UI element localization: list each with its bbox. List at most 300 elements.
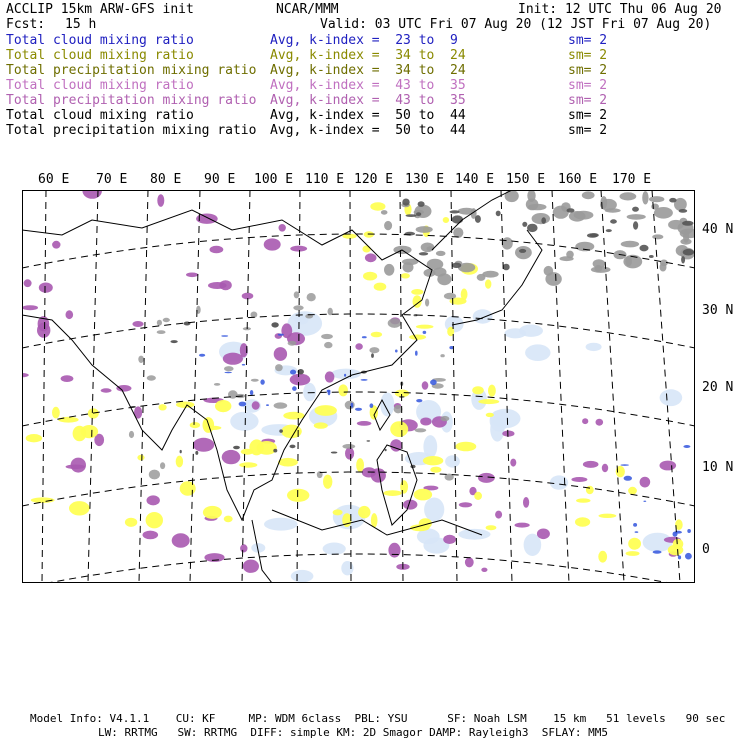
cloud-blob [642, 191, 648, 204]
cloud-blob [475, 215, 481, 223]
cloud-blob [358, 506, 370, 518]
cloud-blob [443, 217, 449, 223]
cloud-blob [595, 265, 603, 272]
latitude-label: 10 N [702, 460, 734, 475]
cloud-blob [239, 402, 247, 407]
cloud-blob [640, 245, 649, 252]
cloud-blob [481, 568, 487, 572]
cloud-blob [450, 210, 460, 213]
cloud-blob [400, 480, 408, 493]
cloud-blob [224, 366, 234, 371]
cloud-blob [660, 389, 683, 406]
cloud-blob [620, 464, 629, 466]
model-info-line1: Model Info: V4.1.1 CU: KF MP: WDM 6class PBL: YSU SF: Noah LSM 15 km 51 levels 90 sec [30, 712, 726, 725]
cloud-blob [456, 442, 477, 452]
cloud-blob [416, 325, 434, 329]
cloud-blob [403, 262, 414, 272]
cloud-blob [333, 509, 343, 515]
cloud-blob [384, 264, 394, 276]
cloud-blob [24, 279, 32, 287]
cloud-blob [224, 372, 232, 373]
cloud-blob [660, 461, 677, 471]
cloud-blob [523, 497, 529, 508]
cloud-blob [628, 487, 637, 495]
cloud-blob [459, 502, 472, 507]
cloud-blob [610, 219, 617, 223]
cloud-blob [39, 283, 53, 293]
cloud-blob [260, 379, 264, 384]
legend-field: Total cloud mixing ratio [6, 33, 194, 48]
cloud-blob [567, 208, 575, 212]
cloud-blob [58, 417, 78, 423]
cloud-blob [362, 246, 370, 253]
cloud-blob [416, 399, 422, 402]
cloud-blob [599, 514, 617, 518]
longitude-label: 120 E [354, 172, 394, 187]
cloud-blob [668, 220, 684, 230]
legend-smoothing: sm= 2 [568, 93, 608, 108]
cloud-blob [242, 364, 245, 366]
cloud-blob [682, 221, 693, 226]
cloud-blob [414, 489, 432, 501]
cloud-blob [361, 379, 368, 381]
cloud-blob [370, 403, 374, 408]
cloud-blob [495, 511, 502, 519]
cloud-blob [526, 199, 539, 211]
cloud-blob [129, 431, 134, 438]
latitude-label: 30 N [702, 303, 734, 318]
cloud-blob [583, 461, 599, 468]
legend-smoothing: sm= 2 [568, 123, 608, 138]
cloud-blob [668, 545, 684, 556]
cloud-blob [669, 198, 676, 203]
cloud-blob [341, 561, 353, 575]
cloud-blob [264, 518, 298, 531]
legend-smoothing: sm= 2 [568, 108, 608, 123]
cloud-blob [307, 293, 316, 301]
cloud-blob [224, 516, 233, 523]
cloud-blob [598, 551, 607, 563]
cloud-blob [71, 458, 86, 473]
model-info-line2: LW: RRTMG SW: RRTMG DIFF: simple KM: 2D Smagor DAMP: Rayleigh3 SFLAY: MM5 [98, 726, 608, 739]
longitude-label: 140 E [455, 172, 495, 187]
cloud-blob [61, 375, 74, 382]
cloud-blob [180, 481, 196, 495]
cloud-blob [147, 375, 156, 380]
cloud-blob [574, 211, 594, 220]
cloud-blob [221, 335, 228, 337]
cloud-blob [415, 428, 427, 432]
cloud-blob [571, 477, 587, 482]
forecast-map [22, 190, 695, 583]
cloud-blob [425, 299, 429, 307]
latitude-label: 20 N [702, 380, 734, 395]
cloud-blob [395, 350, 398, 353]
cloud-blob [486, 413, 494, 417]
cloud-blob [478, 473, 495, 483]
cloud-blob [474, 492, 482, 500]
cloud-blob [338, 384, 348, 396]
cloud-blob [420, 418, 431, 426]
cloud-blob [370, 202, 385, 210]
cloud-blob [292, 386, 297, 391]
cloud-blob [325, 371, 335, 382]
cloud-blob [505, 190, 519, 202]
cloud-blob [294, 291, 300, 298]
cloud-blob [281, 323, 292, 338]
cloud-blob [215, 400, 231, 412]
cloud-blob [625, 256, 632, 266]
cloud-blob [519, 249, 526, 253]
cloud-blob [687, 529, 691, 533]
cloud-blob [160, 462, 165, 469]
legend-smoothing: sm= 2 [568, 33, 608, 48]
cloud-blob [367, 440, 371, 441]
cloud-blob [380, 393, 394, 417]
cloud-blob [81, 425, 99, 438]
cloud-blob [323, 543, 346, 555]
cloud-blob [680, 239, 691, 245]
cloud-blob [424, 498, 444, 522]
cloud-blob [458, 529, 490, 540]
cloud-blob [233, 446, 240, 449]
cloud-blob [203, 506, 222, 519]
cloud-blob [490, 417, 504, 442]
cloud-blob [291, 570, 314, 582]
cloud-blob [510, 459, 516, 467]
cloud-blob [473, 309, 493, 323]
cloud-blob [22, 305, 38, 310]
cloud-blob [374, 283, 387, 291]
cloud-blob [345, 447, 354, 459]
cloud-blob [423, 456, 443, 465]
longitude-label: 130 E [405, 172, 445, 187]
cloud-blob [101, 388, 112, 392]
cloud-blob [186, 273, 198, 278]
cloud-blob [620, 192, 637, 200]
cloud-blob [443, 535, 456, 544]
cloud-blob [436, 251, 446, 256]
cloud-blob [193, 438, 214, 452]
cloud-blob [365, 253, 377, 262]
cloud-blob [402, 199, 409, 206]
cloud-blob [66, 310, 74, 319]
cloud-blob [116, 385, 131, 392]
cloud-blob [406, 214, 417, 217]
cloud-blob [323, 475, 332, 489]
legend-field: Total precipitation mixing ratio [6, 63, 257, 78]
cloud-blob [515, 523, 530, 528]
legend-smoothing: sm= 2 [568, 63, 608, 78]
cloud-blob [279, 429, 283, 432]
cloud-blob [290, 374, 311, 386]
cloud-blob [157, 320, 162, 326]
cloud-blob [566, 251, 574, 259]
cloud-blob [452, 263, 462, 268]
cloud-blob [252, 401, 260, 410]
longitude-label: 110 E [305, 172, 345, 187]
cloud-blob [149, 470, 160, 480]
cloud-blob [525, 344, 550, 361]
cloud-blob [465, 557, 474, 567]
cloud-blob [230, 412, 258, 431]
cloud-blob [137, 455, 144, 461]
cloud-blob [502, 237, 513, 249]
cloud-blob [147, 495, 160, 505]
cloud-blob [488, 385, 496, 397]
cloud-blob [274, 402, 288, 408]
cloud-blob [624, 476, 632, 481]
cloud-blob [388, 543, 400, 558]
cloud-blob [401, 273, 410, 278]
cloud-blob [685, 553, 692, 560]
longitude-label: 90 E [204, 172, 236, 187]
cloud-blob [430, 467, 441, 473]
cloud-blob [371, 353, 374, 358]
cloud-blob [371, 332, 382, 338]
cloud-blob [195, 451, 198, 455]
cloud-blob [180, 450, 182, 453]
cloud-blob [363, 272, 377, 281]
cloud-blob [502, 431, 514, 437]
cloud-blob [452, 215, 463, 223]
forecast-label: Fcst: [6, 17, 46, 32]
organization-label: NCAR/MMM [276, 2, 339, 17]
map-title: ACCLIP 15km ARW-GFS init [6, 2, 194, 17]
cloud-blob [409, 335, 426, 340]
cloud-blob [411, 289, 423, 295]
cloud-blob [176, 402, 194, 408]
cloud-blob [541, 217, 546, 224]
cloud-blob [653, 550, 662, 553]
cloud-blob [239, 462, 257, 467]
cloud-blob [582, 191, 595, 199]
longitude-label: 100 E [254, 172, 294, 187]
legend-stat: Avg, k-index = 50 to 44 [270, 108, 466, 123]
valid-time: Valid: 03 UTC Fri 07 Aug 20 (12 JST Fri 07 Aug 20) [320, 17, 712, 32]
cloud-blob [423, 331, 427, 334]
cloud-blob [157, 194, 164, 207]
cloud-blob [266, 404, 269, 406]
cloud-blob [143, 531, 159, 540]
cloud-blob [199, 354, 205, 357]
cloud-blob [315, 405, 337, 416]
cloud-blob [222, 450, 241, 464]
cloud-blob [596, 419, 604, 426]
cloud-blob [210, 246, 224, 254]
cloud-blob [586, 343, 602, 351]
legend-field: Total cloud mixing ratio [6, 78, 194, 93]
legend-stat: Avg, k-index = 43 to 35 [270, 78, 466, 93]
cloud-blob [274, 347, 287, 361]
cloud-blob [649, 255, 654, 258]
cloud-blob [281, 425, 302, 439]
cloud-blob [418, 201, 425, 207]
legend-field: Total precipitation mixing ratio [6, 93, 257, 108]
legend-field: Total precipitation mixing ratio [6, 123, 257, 138]
cloud-blob [606, 229, 612, 232]
legend-field: Total cloud mixing ratio [6, 48, 194, 63]
cloud-blob [440, 354, 444, 357]
legend-stat: Avg, k-index = 50 to 44 [270, 123, 466, 138]
cloud-blob [249, 439, 263, 455]
cloud-blob [190, 422, 200, 428]
cloud-blob [290, 445, 296, 449]
cloud-blob [132, 321, 143, 327]
cloud-blob [290, 370, 296, 375]
cloud-blob [278, 458, 298, 467]
cloud-blob [251, 379, 259, 382]
cloud-blob [633, 523, 637, 527]
cloud-blob [424, 269, 436, 277]
cloud-blob [679, 209, 688, 213]
cloud-blob [441, 416, 450, 421]
cloud-blob [214, 383, 220, 386]
cloud-blob [675, 531, 682, 534]
cloud-blob [505, 328, 527, 338]
cloud-blob [444, 293, 456, 300]
cloud-blob [369, 347, 379, 353]
cloud-blob [327, 390, 331, 393]
cloud-blob [390, 421, 408, 437]
cloud-blob [383, 490, 401, 496]
longitude-label: 170 E [612, 172, 652, 187]
latitude-label: 40 N [702, 222, 734, 237]
cloud-blob [362, 336, 367, 338]
cloud-blob [627, 214, 646, 220]
cloud-blob [355, 343, 362, 350]
cloud-blob [171, 340, 178, 343]
cloud-blob [422, 381, 429, 390]
legend-stat: Avg, k-index = 43 to 35 [270, 93, 466, 108]
legend-stat: Avg, k-index = 34 to 24 [270, 63, 466, 78]
cloud-blob [342, 444, 355, 449]
cloud-blob [356, 458, 364, 472]
cloud-blob [264, 238, 281, 250]
cloud-blob [643, 501, 646, 502]
cloud-blob [283, 412, 304, 420]
cloud-blob [381, 210, 388, 215]
cloud-blob [485, 279, 491, 288]
longitude-label: 80 E [150, 172, 182, 187]
cloud-blob [388, 318, 401, 328]
cloud-blob [416, 212, 421, 216]
cloud-blob [681, 256, 685, 263]
cloud-blob [652, 234, 663, 239]
cloud-blob [477, 274, 486, 281]
cloud-blob [159, 404, 167, 410]
cloud-blob [278, 334, 284, 336]
cloud-blob [26, 434, 42, 442]
legend-smoothing: sm= 2 [568, 78, 608, 93]
cloud-blob [250, 390, 253, 395]
longitude-label: 160 E [558, 172, 598, 187]
cloud-blob [293, 305, 303, 310]
cloud-blob [635, 531, 639, 533]
cloud-blob [575, 517, 590, 527]
cloud-blob [537, 529, 550, 540]
cloud-blob [69, 501, 90, 515]
cloud-blob [683, 249, 694, 256]
legend-stat: Avg, k-index = 34 to 24 [270, 48, 466, 63]
cloud-blob [273, 449, 277, 453]
legend-field: Total cloud mixing ratio [6, 108, 194, 123]
cloud-blob [357, 421, 372, 426]
init-time: Init: 12 UTC Thu 06 Aug 20 [518, 2, 722, 17]
cloud-blob [125, 518, 137, 527]
cloud-blob [522, 222, 527, 227]
cloud-blob [586, 486, 594, 494]
cloud-blob [503, 264, 510, 271]
cloud-blob [478, 399, 499, 404]
cloud-blob [527, 224, 538, 232]
cloud-blob [628, 538, 641, 550]
cloud-blob [344, 374, 346, 377]
cloud-blob [458, 208, 476, 215]
cloud-blob [632, 207, 639, 212]
cloud-blob [321, 334, 333, 339]
cloud-blob [633, 221, 638, 229]
cloud-blob [355, 408, 362, 411]
cloud-blob [545, 272, 561, 286]
cloud-blob [223, 353, 243, 365]
cloud-blob [416, 226, 433, 233]
cloud-blob [532, 213, 550, 224]
longitude-label: 60 E [38, 172, 70, 187]
cloud-blob [651, 204, 659, 210]
cloud-blob [163, 318, 170, 322]
cloud-blob [138, 356, 144, 363]
longitude-label: 150 E [506, 172, 546, 187]
cloud-blob [52, 241, 60, 249]
cloud-blob [288, 341, 297, 346]
longitude-label: 70 E [96, 172, 128, 187]
cloud-blob [324, 342, 332, 348]
cloud-blob [290, 246, 307, 252]
cloud-blob [472, 386, 484, 394]
cloud-blob [384, 221, 392, 230]
cloud-blob [550, 475, 568, 489]
cloud-blob [240, 544, 247, 552]
cloud-blob [157, 330, 166, 334]
cloud-blob [590, 233, 599, 237]
cloud-blob [496, 211, 501, 217]
cloud-blob [605, 208, 621, 212]
cloud-blob [683, 445, 690, 448]
cloud-blob [649, 196, 664, 202]
cloud-blob [52, 407, 60, 419]
cloud-blob [430, 380, 437, 386]
cloud-blob [602, 464, 608, 472]
cloud-blob [205, 426, 222, 430]
cloud-blob [582, 418, 588, 424]
cloud-blob [626, 551, 640, 556]
cloud-blob [640, 477, 651, 488]
cloud-blob [208, 282, 227, 289]
cloud-blob [621, 241, 639, 248]
cloud-blob [445, 455, 460, 467]
legend-smoothing: sm= 2 [568, 48, 608, 63]
cloud-blob [243, 560, 259, 573]
cloud-blob [486, 525, 497, 530]
cloud-blob [576, 498, 590, 502]
cloud-blob [146, 512, 163, 528]
cloud-blob [271, 322, 278, 327]
cloud-blob [176, 456, 183, 468]
cloud-blob [314, 422, 328, 428]
cloud-blob [437, 273, 451, 285]
cloud-blob [415, 351, 418, 356]
